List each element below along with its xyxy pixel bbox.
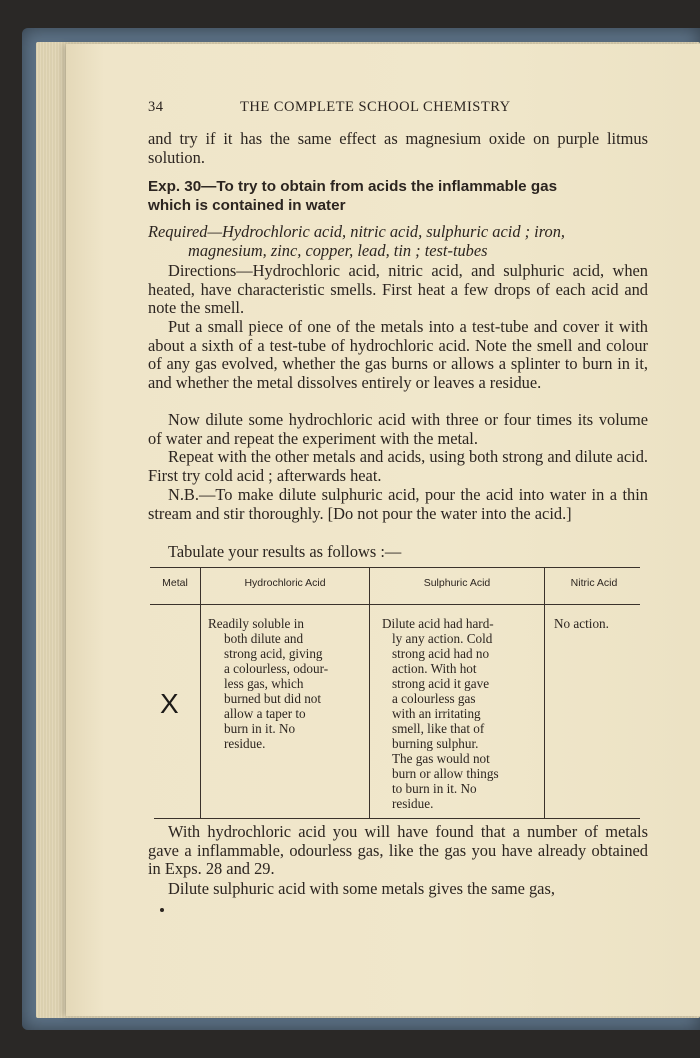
header-hydrochloric: Hydrochloric Acid (244, 577, 326, 589)
procedure-text: Put a small piece of one of the metals into a test-tube and cover it with about a sixth of a test-tube of hydrochloric acid. Note the smell and colour of any gas evolved, whether the gas burns or allows a splinter to burn in it, and whether the metal dissolves entirely or leaves a residue. (148, 317, 648, 392)
h2so4-line: with an irritating (392, 706, 481, 721)
nb-text: N.B.—To make dilute sulphuric acid, pour the acid into water in a thin stream and stir thoroughly. [Do not pour the water into the acid.] (148, 485, 648, 523)
after-text: With hydrochloric acid you will have found that a number of metals gave a inflammable, odourless gas, like the gas you have already obtained in Exps. 28 and 29. (148, 822, 648, 879)
header-sulphuric: Sulphuric Acid (423, 577, 491, 589)
h2so4-line: residue. (392, 796, 434, 811)
heading-line-1: Exp. 30—To try to obtain from acids the inflammable gas (148, 178, 558, 195)
h2so4-line: burn or allow things (392, 766, 499, 781)
h2so4-line: to burn in it. No (392, 781, 477, 796)
required-line-2: magnesium, zinc, copper, lead, tin ; test-tubes (188, 241, 488, 260)
procedure-paragraph (148, 318, 648, 392)
heading-line-2: which is contained in water (148, 196, 346, 214)
h2so4-line: a colourless gas (392, 691, 476, 706)
required-list (148, 222, 648, 260)
h2so4-line: strong acid had no (392, 646, 490, 661)
nb-paragraph (148, 486, 648, 523)
dilute-paragraph (148, 411, 648, 448)
sulphuric-cell (382, 616, 538, 811)
tabulate-text: Tabulate your results as follows :— (168, 542, 402, 561)
experiment-heading (148, 178, 648, 215)
required-line-1: Required—Hydrochloric acid, nitric acid, sulphuric acid ; iron, (148, 222, 565, 241)
hcl-line: a colourless, odour- (224, 661, 329, 676)
repeat-paragraph (148, 448, 648, 485)
hcl-line: residue. (224, 736, 266, 751)
tabulate-paragraph (148, 543, 648, 562)
table-divider-2 (369, 568, 370, 818)
dilute-text: Now dilute some hydrochloric acid with three or four times its volume of water and repeat the experiment with the metal. (148, 410, 648, 448)
header-nitric: Nitric Acid (570, 577, 618, 589)
table-bottom-rule (154, 818, 640, 819)
hcl-line: Readily soluble in (208, 616, 304, 631)
table-divider-3 (544, 568, 545, 818)
h2so4-line: The gas would not (392, 751, 490, 766)
nitric-cell: No action. (554, 616, 609, 631)
table-header-rule (150, 604, 640, 605)
page-number: 34 (148, 99, 164, 115)
h2so4-line: action. With hot (392, 661, 477, 676)
hcl-line: both dilute and (224, 631, 304, 646)
closing-text: Dilute sulphuric acid with some metals gives the same gas, (168, 879, 555, 898)
directions-text: Directions—Hydrochloric acid, nitric acid, and sulphuric acid, when heated, have characteristic smells. First heat a few drops of each acid and note the smell. (148, 261, 648, 318)
hcl-line: burn in it. No (224, 721, 296, 736)
ink-dot (160, 908, 164, 912)
after-paragraph (148, 823, 648, 879)
page-header (148, 99, 648, 119)
closing-paragraph (148, 880, 648, 899)
hcl-line: less gas, which (224, 676, 304, 691)
table-top-rule (150, 567, 640, 568)
directions-paragraph (148, 262, 648, 318)
h2so4-line: strong acid it gave (392, 676, 490, 691)
hcl-line: strong acid, giving (224, 646, 323, 661)
h2so4-line: smell, like that of (392, 721, 485, 736)
hydrochloric-cell (208, 616, 360, 751)
h2so4-line: burning sulphur. (392, 736, 479, 751)
intro-text: and try if it has the same effect as magnesium oxide on purple litmus solution. (148, 129, 648, 167)
h2so4-line: Dilute acid had hard- (382, 616, 494, 631)
running-title: THE COMPLETE SCHOOL CHEMISTRY (240, 99, 511, 115)
h2so4-line: ly any action. Cold (392, 631, 493, 646)
intro-paragraph (148, 130, 648, 167)
hcl-line: allow a taper to (224, 706, 306, 721)
header-metal: Metal (162, 577, 188, 589)
table-divider-1 (200, 568, 201, 818)
metal-x-mark: X (160, 688, 179, 719)
hcl-line: burned but did not (224, 691, 322, 706)
repeat-text: Repeat with the other metals and acids, using both strong and dilute acid. First try cold acid ; afterwards heat. (148, 447, 648, 485)
